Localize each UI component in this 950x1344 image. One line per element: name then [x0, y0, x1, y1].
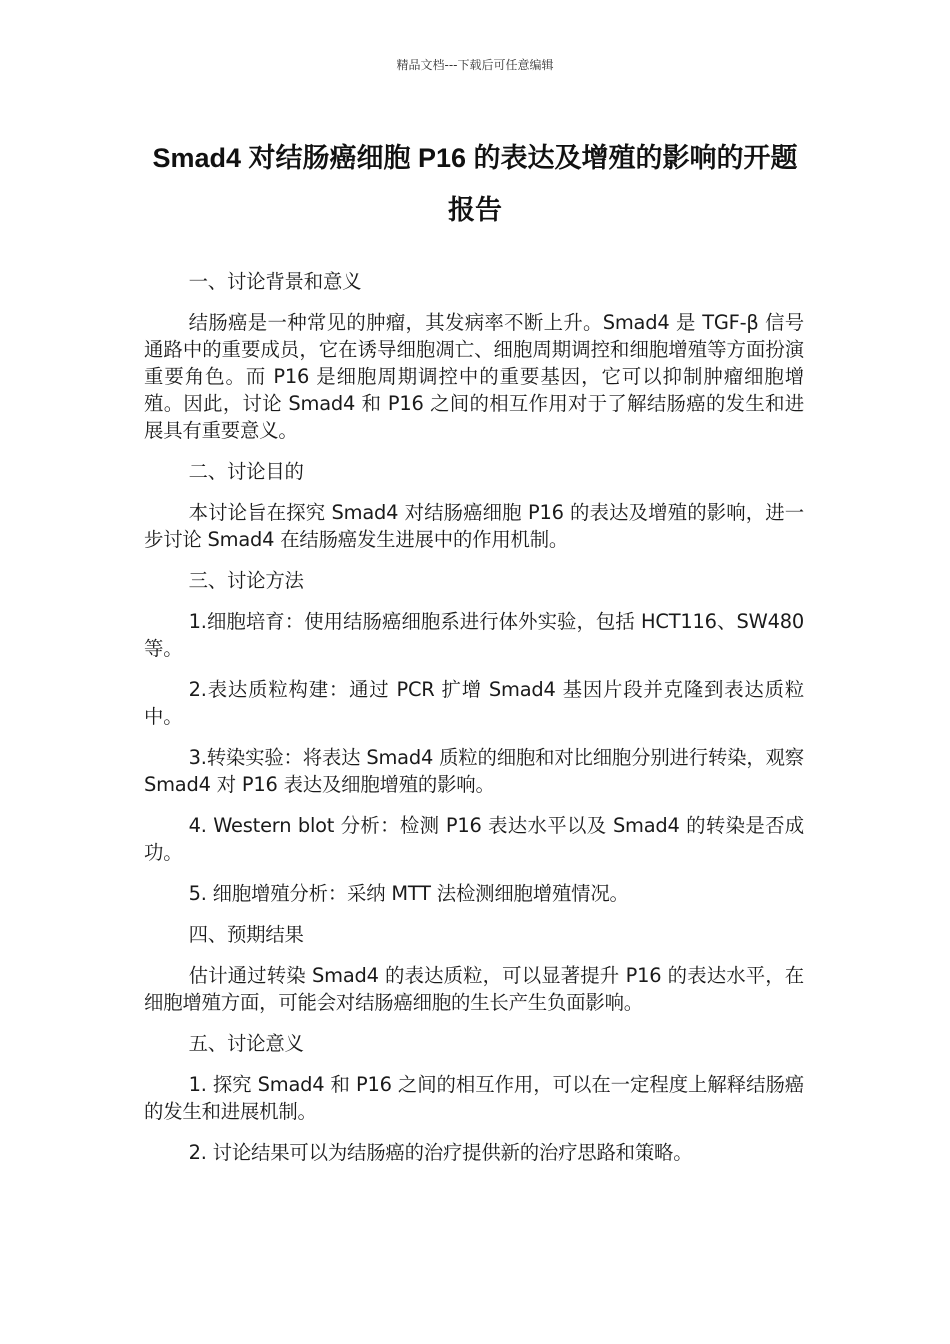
document-title: Smad4 对结肠癌细胞 P16 的表达及增殖的影响的开题报告: [152, 143, 798, 225]
method-item-transfection: 3.转染实验：将表达 Smad4 质粒的细胞和对比细胞分别进行转染，观察 Smad4 对 P16 表达及细胞增殖的影响。: [144, 746, 804, 796]
section-heading-significance: 五、讨论意义: [188, 1032, 304, 1055]
expected-paragraph: 估计通过转染 Smad4 的表达质粒，可以显著提升 P16 的表达水平，在细胞增殖方面，可能会对结肠癌细胞的生长产生负面影响。: [144, 964, 804, 1014]
significance-item-mechanism: 1. 探究 Smad4 和 P16 之间的相互作用，可以在一定程度上解释结肠癌的发生和进展机制。: [144, 1073, 804, 1123]
document-body: [144, 268, 804, 1180]
method-item-plasmid-construction: 2.表达质粒构建：通过 PCR 扩增 Smad4 基因片段并克隆到表达质粒中。: [144, 678, 804, 728]
background-paragraph: 结肠癌是一种常见的肿瘤，其发病率不断上升。Smad4 是 TGF-β 信号通路中的重要成员，它在诱导细胞凋亡、细胞周期调控和细胞增殖等方面扮演重要角色。而 P16 是细胞周期调控中的重要基因，它可以抑制肿瘤细胞增殖。因此，讨论 Smad4 和 P16 之间的相互作用对于了解结肠癌的发生和进展具有重要意义。: [144, 311, 804, 442]
significance-item-treatment: 2. 讨论结果可以为结肠癌的治疗提供新的治疗思路和策略。: [188, 1141, 693, 1164]
method-item-cell-culture: 1.细胞培育：使用结肠癌细胞系进行体外实验，包括 HCT116、SW480 等。: [144, 610, 804, 660]
section-heading-methods: 三、讨论方法: [188, 569, 304, 592]
section-heading-expected: 四、预期结果: [188, 923, 304, 946]
method-item-western-blot: 4. Western blot 分析：检测 P16 表达水平以及 Smad4 的转染是否成功。: [144, 814, 804, 864]
section-heading-purpose: 二、讨论目的: [188, 460, 304, 483]
page-header: 精品文档---下载后可任意编辑: [396, 58, 554, 72]
section-heading-background: 一、讨论背景和意义: [188, 270, 362, 293]
purpose-paragraph: 本讨论旨在探究 Smad4 对结肠癌细胞 P16 的表达及增殖的影响，进一步讨论 Smad4 在结肠癌发生进展中的作用机制。: [144, 501, 804, 551]
method-item-proliferation-assay: 5. 细胞增殖分析：采纳 MTT 法检测细胞增殖情况。: [188, 882, 629, 905]
